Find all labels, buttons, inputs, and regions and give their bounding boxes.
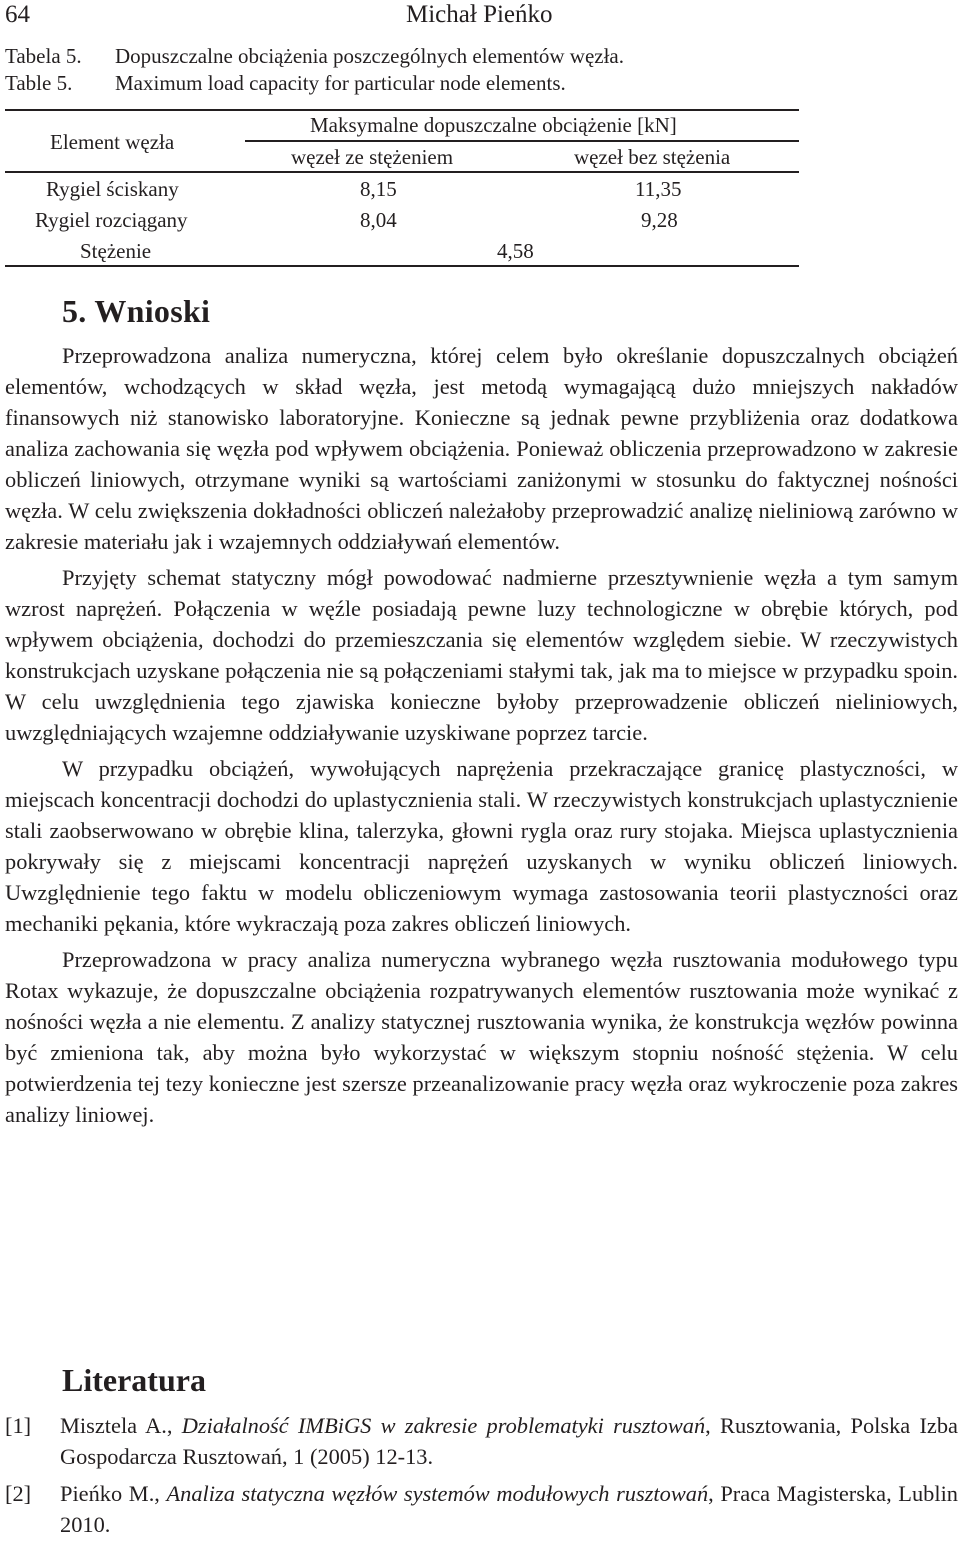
caption-text-pl: Dopuszczalne obciążenia poszczególnych elementów węzła. [115, 44, 625, 68]
table-bottom-rule [5, 265, 799, 267]
paragraph: W przypadku obciążeń, wywołujących naprężenia przekraczające granicę plastyczności, w miejscach koncentracji dochodzi do uplastycznienia stali. W rzeczywistych konstrukcjach uplastycznienie stali zaobserwowano w obrębie klina, talerzyka, głowni rygla oraz rury stojaka. Miejsca uplastycznienia pokrywały się z miejscami koncentracji naprężeń uzyskanych w wyniku obliczeń liniowych. Uwzględnienie tego faktu w modelu obliczeniowym wymaga zastosowania teorii plastyczności oraz mechaniki pękania, które wykraczają poza zakres obliczeń liniowych. [5, 756, 958, 936]
header-max-load: Maksymalne dopuszczalne obciążenie [kN] [310, 113, 677, 137]
reference-title: Analiza statyczna węzłów systemów modułowych rusztowań [166, 1481, 709, 1506]
header-with-bracing: węzeł ze stężeniem [291, 145, 454, 169]
row-value-without-bracing: 9,28 [641, 208, 678, 232]
row-value-with-bracing: 8,04 [360, 208, 397, 232]
load-capacity-table [5, 109, 799, 268]
reference-number: [2] [5, 1481, 32, 1506]
header-element: Element węzła [50, 130, 175, 154]
running-head-author: Michał Pieńko [406, 1, 553, 28]
row-label: Stężenie [80, 239, 152, 263]
table-caption [5, 43, 960, 97]
reference-author: Misztela A., [60, 1413, 173, 1438]
caption-label-en: Table 5. [5, 71, 73, 95]
reference-title: Działalność IMBiGS w zakresie problematyki rusztowań [181, 1413, 706, 1438]
paragraph: Przeprowadzona w pracy analiza numeryczna wybranego węzła rusztowania modułowego typu Rotax wykazuje, że dopuszczalne obciążenia rozpatrywanych elementów rusztowania może wynikać z nośności węzła a nie elementu. Z analizy statycznej rusztowania wynika, że konstrukcja węzłów powinna być zmieniona tak, aby można było wykorzystać w większym stopniu nośność stężenia. W celu potwierdzenia tej tezy konieczne jest szersze przeanalizowanie pracy węzła oraz wykroczenie poza zakres analizy liniowej. [5, 947, 958, 1127]
paragraph: Przeprowadzona analiza numeryczna, której celem było określanie dopuszczalnych obciążeń elementów, wchodzących w skład węzła, jest metodą wymagającą dużo mniejszych nakładów finansowych niż stanowisko laboratoryjne. Konieczne są jednak pewne przybliżenia oraz dodatkowa analiza zachowania się węzła pod wpływem obciążenia. Ponieważ obliczenia przeprowadzono w zakresie obliczeń liniowych, otrzymane wyniki są wartościami zaniżonymi w stosunku do faktycznej nośności węzła. W celu zwiększenia dokładności obliczeń należałoby przeprowadzić analizę nieliniową zarówno w zakresie materiału jak i wzajemnych oddziaływań elementów. [5, 343, 958, 554]
paragraph: Przyjęty schemat statyczny mógł powodować nadmierne przesztywnienie węzła a tym samym wzrost naprężeń. Połączenia w węźle posiadają pewne luzy technologiczne w obrębie których, pod wpływem obciążenia, dochodzi do przemieszczania się elementów względem siebie. W rzeczywistych konstrukcjach uzyskane połączenia nie są połączeniami stałymi tak, jak ma to miejsce w przypadku spoin. W celu uwzględnienia tego zjawiska konieczne byłoby przeprowadzenie obliczeń nieliniowych, uwzględniających wzajemne oddziaływanie uzyskiwane poprzez tarcie. [5, 565, 958, 745]
caption-text-en: Maximum load capacity for particular node elements. [115, 71, 566, 95]
table-group-rule [245, 140, 799, 142]
caption-polish [5, 43, 960, 70]
header-without-bracing: węzeł bez stężenia [574, 145, 731, 169]
reference-author: Pieńko M., [60, 1481, 160, 1506]
row-value-without-bracing: 11,35 [635, 177, 682, 201]
section-title: 5. Wnioski [62, 293, 211, 329]
reference-number: [1] [5, 1413, 32, 1438]
running-head [5, 0, 960, 30]
caption-label-pl: Tabela 5. [5, 44, 82, 68]
caption-english [5, 70, 960, 97]
row-value-with-bracing: 8,15 [360, 177, 397, 201]
page-number: 64 [5, 1, 30, 28]
table-header-rule [5, 171, 799, 173]
literature-title: Literatura [62, 1362, 206, 1398]
table-top-rule [5, 109, 799, 111]
reference-details: , Praca Magisterska, Lublin 2010. [60, 1481, 958, 1537]
reference-item [5, 1478, 958, 1540]
reference-list [5, 1410, 958, 1546]
row-label: Rygiel rozciągany [35, 208, 188, 232]
row-value-merged: 4,58 [497, 239, 534, 263]
row-label: Rygiel ściskany [46, 177, 179, 201]
reference-item [5, 1410, 958, 1472]
section-body [5, 340, 958, 1135]
reference-details: , Rusztowania, Polska Izba Gospodarcza Rusztowań, 1 (2005) 12-13. [60, 1413, 958, 1469]
